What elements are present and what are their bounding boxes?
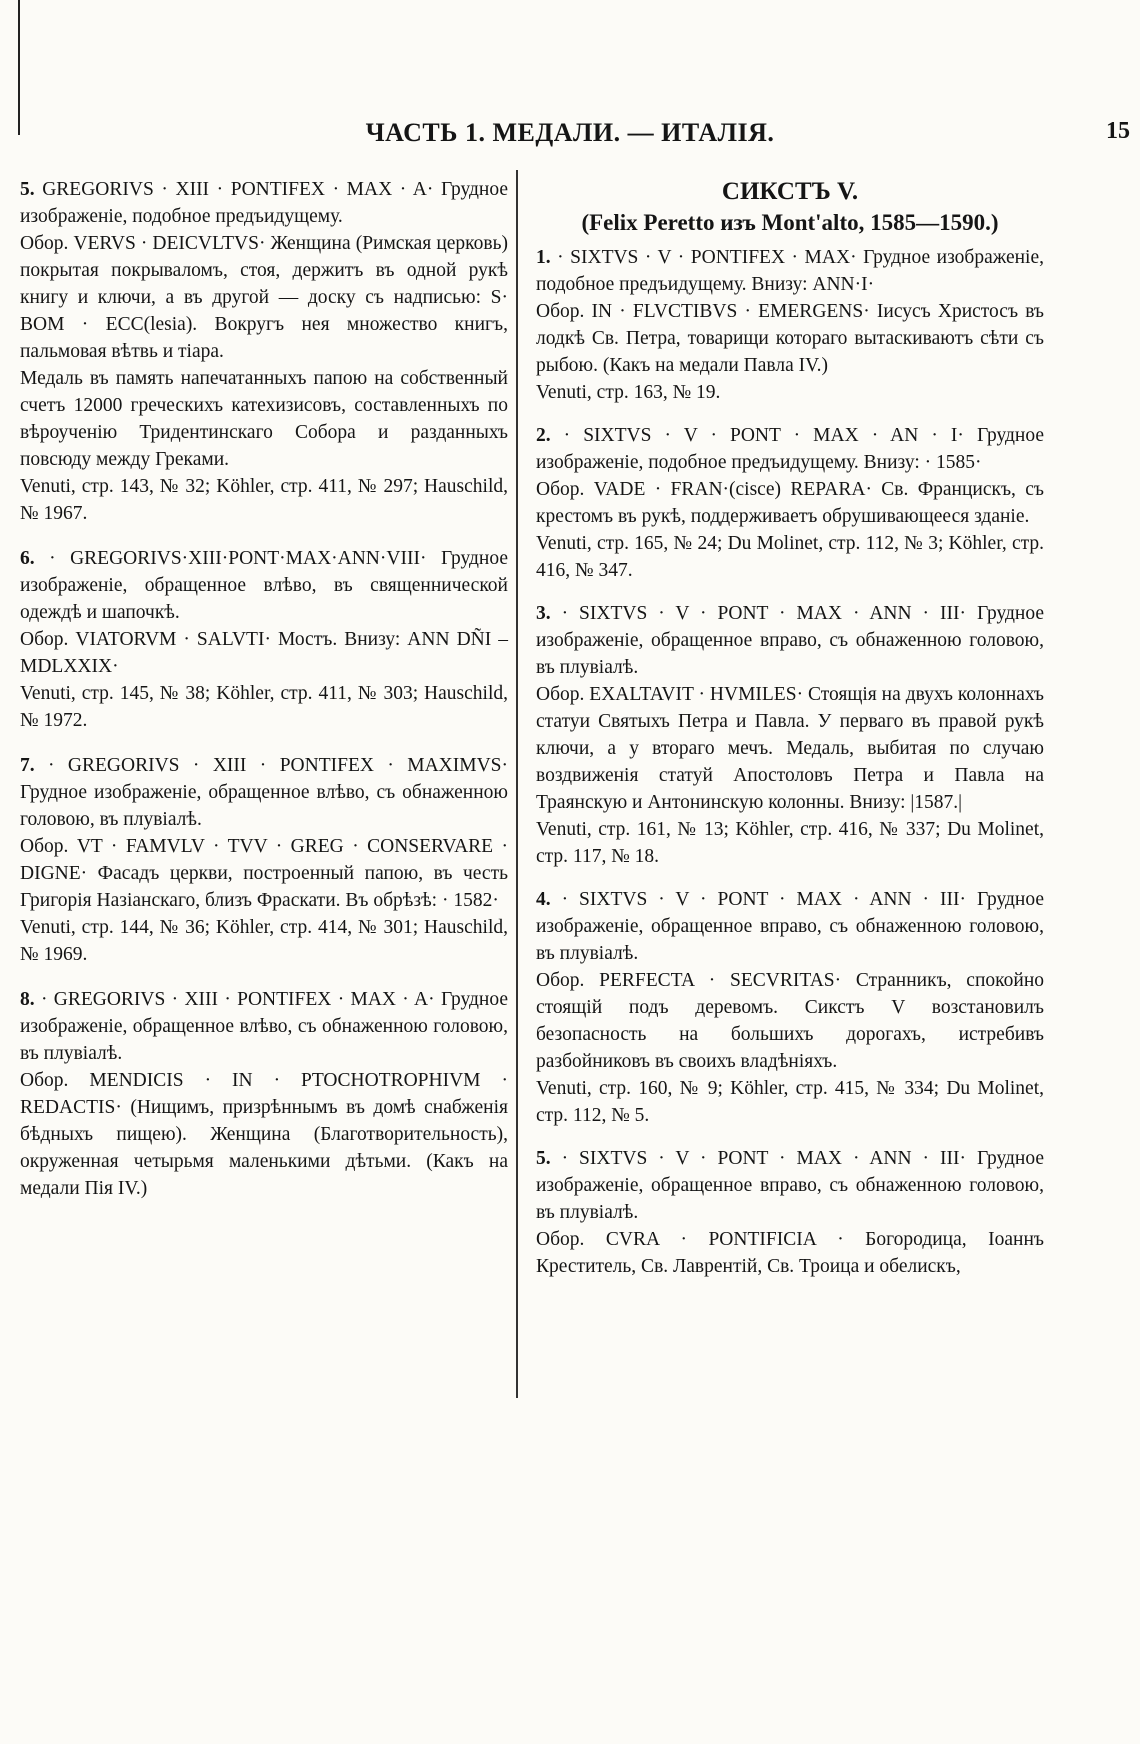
reverse-description: Обор. VT · FAMVLV · TVV · GREG · CONSERVARE · DIGNE· Фасадъ церкви, построенный папою, въ честь Григорія Назіанскаго, близъ Фраскати. Въ обрѣзѣ: · 1582· [20,836,508,911]
entry-number: 8. [20,989,35,1010]
legend-text: · SIXTVS · V · PONT · MAX · ANN · III· [561,603,966,624]
legend-text: · SIXTVS · V · PONT · MAX · AN · I· [563,425,964,446]
reverse-description: Обор. PERFECTA · SECVRITAS· Странникъ, спокойно стоящій подъ деревомъ. Сикстъ V возстановилъ безопасность на большихъ дорогахъ, истребивъ разбойниковъ въ своихъ владѣніяхъ. [536,970,1044,1072]
medal-legend [20,752,508,833]
entry-number: 4. [536,889,551,910]
section-subtitle: (Felix Peretto изъ Mont'alto, 1585—1590.) [581,210,999,235]
entry-description: Грудное изображеніе, обращенное вправо, съ обнаженною головою, въ плувіалѣ. [536,1148,1045,1223]
medal-legend [536,1145,1044,1226]
entry-reference: Venuti, стр. 165, № 24; Du Molinet, стр. 112, № 3; Köhler, стр. 416, № 347. [536,533,1044,581]
medal-legend [536,422,1044,476]
reverse-description: Обор. IN · FLVCTIBVS · EMERGENS· Іисусъ Христосъ въ лодкѣ Св. Петра, товарищи котораго вытаскиваютъ сѣти съ рыбою. (Какъ на медали Павла IV.) [536,301,1044,376]
entry-description: Грудное изображеніе, обращенное вправо, съ обнаженною головою, въ плувіалѣ. [536,889,1045,964]
entry-reference: Venuti, стр. 160, № 9; Köhler, стр. 415, № 334; Du Molinet, стр. 112, № 5. [536,1078,1044,1126]
medal-legend [536,886,1044,967]
medal-legend [20,176,508,230]
entry-description: Грудное изображеніе, подобное предъидущему. [20,179,508,227]
entry-reference: Venuti, стр. 145, № 38; Köhler, стр. 411, № 303; Hauschild, № 1972. [20,683,508,731]
medal-entry [536,244,1044,406]
medal-entry [20,986,508,1202]
medal-entry [536,422,1044,584]
entry-description: Грудное изображеніе, подобное предъидущему. Внизу: ANN·I· [536,247,1045,295]
legend-text: · GREGORIVS · XIII · PONTIFEX · MAXIMVS· [48,755,509,776]
medal-entry [20,545,508,734]
reverse-description: Обор. VADE · FRAN·(cisce) REPARA· Св. Францискъ, съ крестомъ въ рукѣ, поддерживаетъ обрушивающееся зданіе. [536,479,1044,527]
reverse-description: Обор. EXALTAVIT · HVMILES· Стоящія на двухъ колоннахъ статуи Святыхъ Петра и Павла. У перваго въ правой рукѣ ключи, а у втораго мечъ. Медаль, выбитая по случаю воздвиженія статуй Апостоловъ Петра и Павла на Траянскую и Антонинскую колонны. Внизу: |1587.| [536,684,1044,813]
page-header [0,118,1140,158]
entry-reference: Venuti, стр. 144, № 36; Köhler, стр. 414, № 301; Hauschild, № 1969. [20,917,508,965]
reverse-description: Обор. VERVS · DEICVLTVS· Женщина (Римская церковь) покрытая покрываломъ, стоя, держитъ въ одной рукѣ книгу и ключи, а въ другой — доску съ надписью: S· BOM · ECC(lesia). Вокругъ нея множество книгъ, пальмовая вѣтвь и тіара. [20,233,508,362]
entry-number: 7. [20,755,35,776]
medal-entry [536,600,1044,870]
medal-entry [20,176,508,527]
running-title: ЧАСТЬ 1. МЕДАЛИ. — ИТАЛІЯ. [365,118,775,147]
entry-number: 3. [536,603,551,624]
entry-description: Грудное изображеніе, обращенное влѣво, съ обнаженною головою, въ плувіалѣ. [20,782,508,830]
reverse-description: Обор. MENDICIS · IN · PTOCHOTROPHIVM · REDACTIS· (Нищимъ, призрѣннымъ въ домѣ снабженія бѣдныхъ пищею). Женщина (Благотворительность), окруженная четырьмя маленькими дѣтьми. (Какъ на медали Пія IV.) [20,1070,508,1199]
entry-number: 1. [536,247,551,268]
entry-description: Грудное изображеніе, обращенное вправо, съ обнаженною головою, въ плувіалѣ. [536,603,1045,678]
entry-reference: Venuti, стр. 161, № 13; Köhler, стр. 416, № 337; Du Molinet, стр. 117, № 18. [536,819,1044,867]
entry-number: 5. [20,179,35,200]
reverse-description: Обор. CVRA · PONTIFICIA · Богородица, Іоаннъ Креститель, Св. Лаврентій, Св. Троица и обелискъ, [536,1229,1044,1277]
left-column [20,176,508,1220]
column-divider [516,170,518,1398]
legend-text: · SIXTVS · V · PONT · MAX · ANN · III· [561,889,966,910]
medal-entry [20,752,508,968]
medal-legend [536,244,1044,298]
medal-entry [536,886,1044,1129]
legend-text: · GREGORIVS·XIII·PONT·MAX·ANN·VIII· [49,548,427,569]
medal-legend [20,986,508,1067]
section-title: СИКСТЪ V. [721,178,859,205]
entry-number: 2. [536,425,551,446]
entry-description: Грудное изображеніе, подобное предъидущему. Внизу: · 1585· [536,425,1045,473]
right-column [536,176,1044,1296]
legend-text: · SIXTVS · V · PONT · MAX · ANN · III· [561,1148,966,1169]
legend-text: · GREGORIVS · XIII · PONTIFEX · MAX · A· [40,989,435,1010]
medal-legend [536,600,1044,681]
legend-text: · SIXTVS · V · PONTIFEX · MAX· [557,247,857,268]
entry-number: 5. [536,1148,551,1169]
entry-description: Грудное изображеніе, обращенное влѣво, съ обнаженною головою, въ плувіалѣ. [20,989,508,1064]
medal-legend [20,545,508,626]
entry-note: Медаль въ память напечатанныхъ папою на собственный счетъ 12000 греческихъ катехизисовъ, составленныхъ по вѣроученію Тридентинскаго Собора и разданныхъ повсюду между Греками. [20,368,508,470]
left-margin-rule [18,0,20,135]
entry-reference: Venuti, стр. 163, № 19. [536,382,721,403]
legend-text: GREGORIVS · XIII · PONTIFEX · MAX · A· [42,179,434,200]
entry-reference: Venuti, стр. 143, № 32; Köhler, стр. 411, № 297; Hauschild, № 1967. [20,476,508,524]
medal-entry [536,1145,1044,1280]
reverse-description: Обор. VIATORVM · SALVTI· Мостъ. Внизу: ANN DÑI – MDLXXIX· [20,629,508,677]
entry-number: 6. [20,548,35,569]
page-number: 15 [1106,118,1130,144]
entry-description: Грудное изображеніе, обращенное влѣво, въ священнической одеждѣ и шапочкѣ. [20,548,508,623]
